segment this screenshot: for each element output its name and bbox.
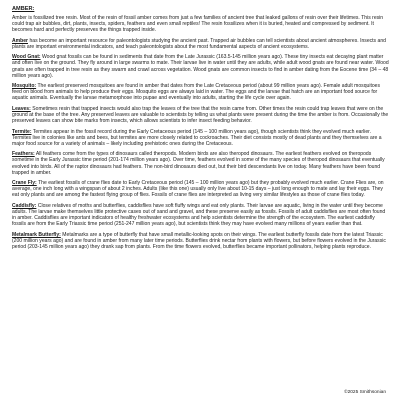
entry-text: All feathers come from the types of dinosaurs called theropods. Modern birds are also theropod dinosaurs. The earliest feathers evolved on theropods sometime in the Early Jurassic time period (201-174 million years ago). Over time, feathers evolved in some of the many species of theropod dinosaurs that eventually evolved into birds. All of the raptor dinosaurs had feathers. The non-bird dinosaurs died out, but their bird descendants live on today. Many feathers have been found trapped in amber. — [12, 151, 385, 176]
entry-text: Termites appear in the fossil record during the Early Cretaceous period (145 – 100 million years ago), though scientists think they evolved much earlier. Termites live in colonies like ants and bees, but termites are more closely related to cockroaches. Their diet consists mostly of dead plants and they themselves are a major food source for a variety of animals – likely including prehistoric ones during the Cretaceous. — [12, 128, 382, 147]
entry-paragraph — [12, 15, 389, 33]
entry-paragraph — [12, 38, 389, 50]
entry-term: Metalmark Butterfly: — [12, 231, 61, 238]
entries-list — [12, 15, 389, 250]
entry-text: has become an important resource for paleontologists studying the ancient past. Trapped air bubbles can tell scientists about ancient atmospheres. Insects and plants are important environmental indicators, and teach paleontologists about the most fundamental aspects of ancient ecosystems. — [12, 37, 386, 50]
entry-text: Wood gnat fossils can be found in sediments that date from the Late Jurassic (163.5-145 million years ago). These tiny insects eat decaying plant matter and often live on the ground. They fly around in large swarms to mate. Their larvae live in water until they are adults, while adult wood gnats are found near water. Wood gnats are often trapped in tree resin as they swarm and crawl across vegetation. Wood gnats are common insects to find in amber dating from the Eocene time (34 – 48 million years ago). — [12, 54, 389, 79]
entry-paragraph — [12, 203, 389, 227]
entry-text: Amber is fossilized tree resin. Most of the resin of fossil amber comes from just a few families of ancient tree that leaked gallons of resin over their lifetimes. This resin could trap air bubbles, dirt, plants, insects, spiders, feathers and even small reptiles! The resin fossilizes when it is buried, heated and compressed by sediment. It becomes hard and perfectly preserves the things trapped inside. — [12, 15, 384, 34]
document-heading: AMBER: — [12, 6, 35, 12]
entry-term: Caddisfly: — [12, 202, 37, 209]
entry-term: Termite: — [12, 128, 32, 135]
copyright-notice: ©2025 Smithsonian — [344, 390, 386, 395]
entry-paragraph — [12, 129, 389, 147]
entry-term: Mosquito: — [12, 83, 37, 90]
entry-paragraph — [12, 54, 389, 78]
entry-text: Sometimes resin that trapped insects would also trap the leaves of the tree that the resin came from. Other times the resin could trap leaves that were on the ground at the base of the tree. Any preserved leaves are valuable to scientists by telling us what plants were present during the time the amber is from. Occasionally the preserved leaves can show bite marks from insects, which allows scientists to infer insect feeding behavior. — [12, 105, 389, 125]
entry-term: Feathers: — [12, 151, 35, 158]
entry-paragraph — [12, 151, 389, 175]
entry-term: Amber — [12, 37, 28, 44]
entry-paragraph — [12, 180, 389, 198]
entry-term: Leaves: — [12, 105, 31, 112]
entry-text: Close relatives of moths and butterflies, caddisflies have soft fluffy wings and eat only plants. Their larvae are aquatic, living in the water until they become adults. The larvae make themselves little protective cases out of sand and gravel, and these preserve easily as fossils. Fossils of adult caddisflies are most often found in amber. Caddisflies are important indicators of healthy freshwater ecosystems and help scientists determine the strength of the ecosystem. The earliest caddisfly fossils are from the Early Triassic time period (251-247 million years ago), but scientists think they may have evolved many millions of years earlier than that. — [12, 202, 386, 228]
entry-paragraph — [12, 106, 389, 124]
entry-paragraph — [12, 83, 389, 101]
entry-term: Wood Gnat: — [12, 54, 41, 61]
entry-text: The earliest fossils of crane flies date to Early Cretaceous period (145 – 100 million years ago) but they probably evolved much earlier. Crane Flies are, on average, one inch long with a wingspan of about 2 inches. Adults (like this one) usually only live about 10-15 days – just long enough to mate and lay their eggs. They eat only plants and are among the fastest flying group of flies. Fossils of crane flies are interpreted as living very similar lifestyles as those of crane flies today. — [12, 180, 384, 199]
entry-term: Crane Fly: — [12, 180, 37, 187]
entry-text: Metalmarks are a type of butterfly that have small metallic-looking spots on their wings. The earliest butterfly fossils date from the latest Triassic (200 million years ago) and are found in amber from many later time periods. Butterflies drink nectar from plants with flowers, but before flowers evolved in the Jurassic period (203-145 million years ago) they drank sap from plants. From the time flowers evolved, butterflies became important pollinators, helping plants reproduce. — [12, 231, 386, 250]
entry-paragraph — [12, 232, 389, 250]
entry-text: The earliest preserved mosquitoes are found in amber that dates from the Late Cretaceous period (about 99 million years ago). Female adult mosquitoes feed on blood from animals to help produce their eggs. Mosquito eggs are always laid in water. The eggs and the larvae that hatch are an important food source for aquatic animals. Eventually the larvae metamorphose into pupae and eventually into adults, starting the life cycle over again. — [12, 83, 380, 102]
